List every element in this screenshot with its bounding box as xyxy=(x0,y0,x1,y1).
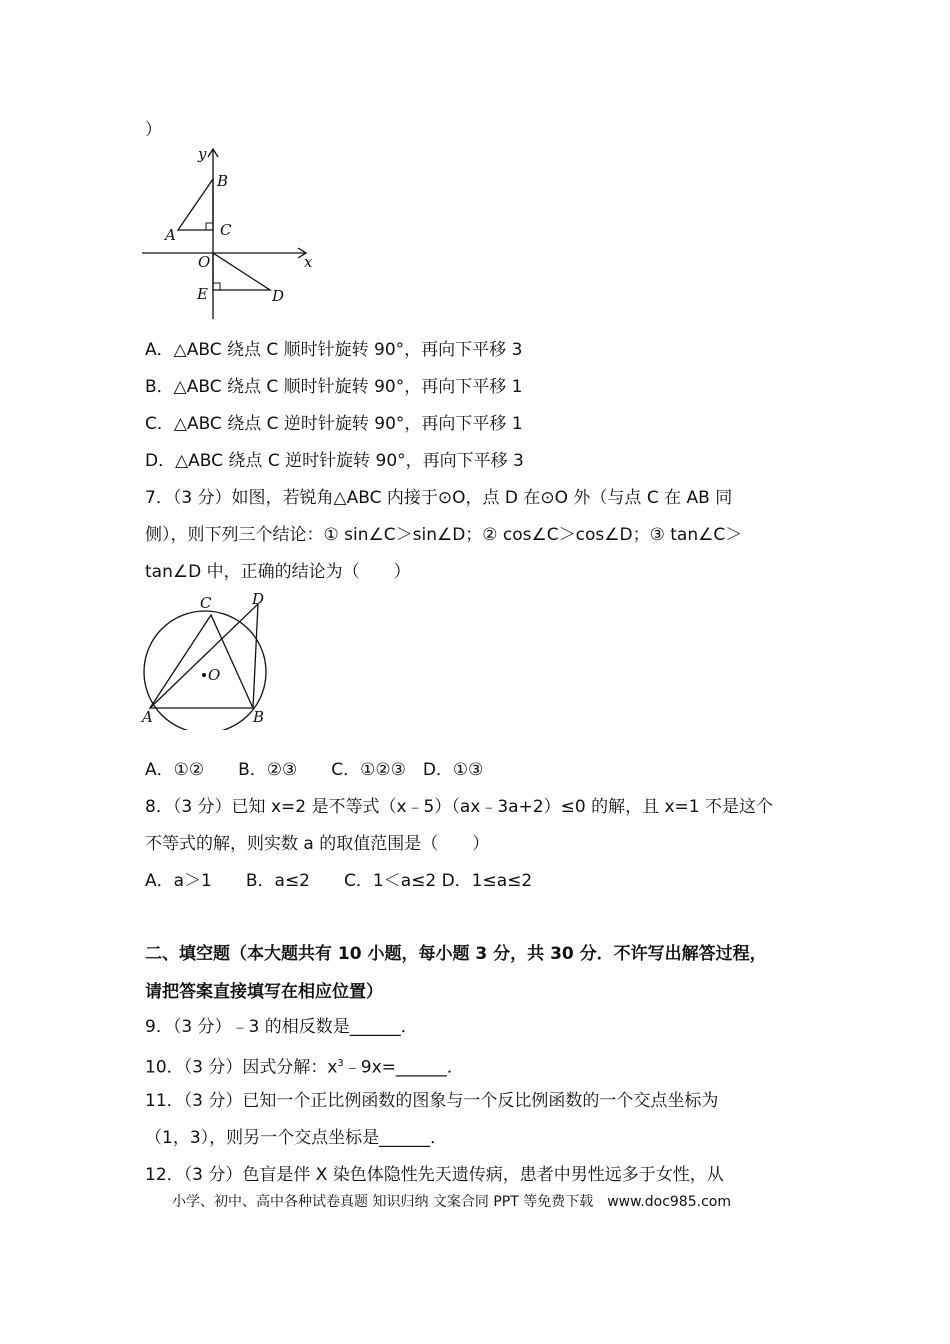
circle-figure xyxy=(140,590,280,730)
triangle-abc-inscribed xyxy=(150,615,253,708)
q7-line-2: 侧），则下列三个结论：① sin∠C＞sin∠D；② cos∠C＞cos∠D；③ tan∠C＞ xyxy=(145,525,743,545)
label-o2: O xyxy=(208,666,221,684)
q8-options: A．a＞1 B．a≤2 C．1＜a≤2 D．1≤a≤2 xyxy=(145,871,533,891)
label-c: C xyxy=(220,221,232,239)
q10-prefix: 10．（3 分）因式分解：x xyxy=(145,1057,338,1078)
q10-suffix: ﹣9x=______． xyxy=(343,1057,464,1078)
section-heading-line-1: 二、填空题（本大题共有 10 小题，每小题 3 分，共 30 分．不许写出解答过程， xyxy=(145,944,767,964)
q10-exponent: 3 xyxy=(337,1058,344,1069)
triangle-ode xyxy=(213,253,270,290)
q6-option-c: C．△ABC 绕点 C 逆时针旋转 90°，再向下平移 1 xyxy=(145,414,523,434)
label-d2: D xyxy=(252,590,265,608)
circle-o xyxy=(144,611,266,730)
triangle-abc xyxy=(178,179,213,230)
coordinate-figure xyxy=(140,143,320,323)
q12-line-1: 12．（3 分）色盲是伴 X 染色体隐性先天遗传病，患者中男性远多于女性，从 xyxy=(145,1165,724,1185)
section-heading-line-2: 请把答案直接填写在相应位置） xyxy=(145,982,383,1002)
label-a: A xyxy=(165,226,176,244)
question-continuation: ） xyxy=(145,120,162,140)
page-footer: 小学、初中、高中各种试卷真题 知识归纳 文案合同 PPT 等免费下载 www.doc985.com xyxy=(172,1194,731,1210)
label-e: E xyxy=(197,285,208,303)
q8-line-1: 8．（3 分）已知 x=2 是不等式（x﹣5）（ax﹣3a+2）≤0 的解，且 x=1 不是这个 xyxy=(145,797,774,817)
center-point xyxy=(202,673,206,677)
label-a2: A xyxy=(142,708,153,726)
segment-bd xyxy=(253,604,258,708)
label-o: O xyxy=(198,253,211,271)
label-b: B xyxy=(217,172,229,190)
label-d: D xyxy=(272,287,285,305)
label-b2: B xyxy=(253,708,265,726)
q8-line-2: 不等式的解，则实数 a 的取值范围是（ ） xyxy=(145,834,490,854)
q6-option-a: A．△ABC 绕点 C 顺时针旋转 90°，再向下平移 3 xyxy=(145,340,523,360)
q11-line-1: 11．（3 分）已知一个正比例函数的图象与一个反比例函数的一个交点坐标为 xyxy=(145,1091,719,1111)
q10-line xyxy=(145,1052,464,1080)
q6-option-b: B．△ABC 绕点 C 顺时针旋转 90°，再向下平移 1 xyxy=(145,377,523,397)
q9-line: 9．（3 分）﹣3 的相反数是______． xyxy=(145,1017,418,1037)
q6-option-d: D．△ABC 绕点 C 逆时针旋转 90°，再向下平移 3 xyxy=(145,451,524,471)
q7-line-3: tan∠D 中，正确的结论为（ ） xyxy=(145,562,411,582)
q11-line-2: （1，3），则另一个交点坐标是______． xyxy=(145,1128,448,1148)
q7-line-1: 7．（3 分）如图，若锐角△ABC 内接于⊙O，点 D 在⊙O 外（与点 C 在 AB 同 xyxy=(145,488,733,508)
label-c2: C xyxy=(200,594,212,612)
segment-ad xyxy=(150,604,258,708)
q7-options: A．①② B．②③ C．①②③ D．①③ xyxy=(145,760,484,780)
right-angle-c xyxy=(206,223,213,230)
label-y: y xyxy=(198,145,207,163)
label-x: x xyxy=(304,253,313,271)
right-angle-e xyxy=(213,283,220,290)
